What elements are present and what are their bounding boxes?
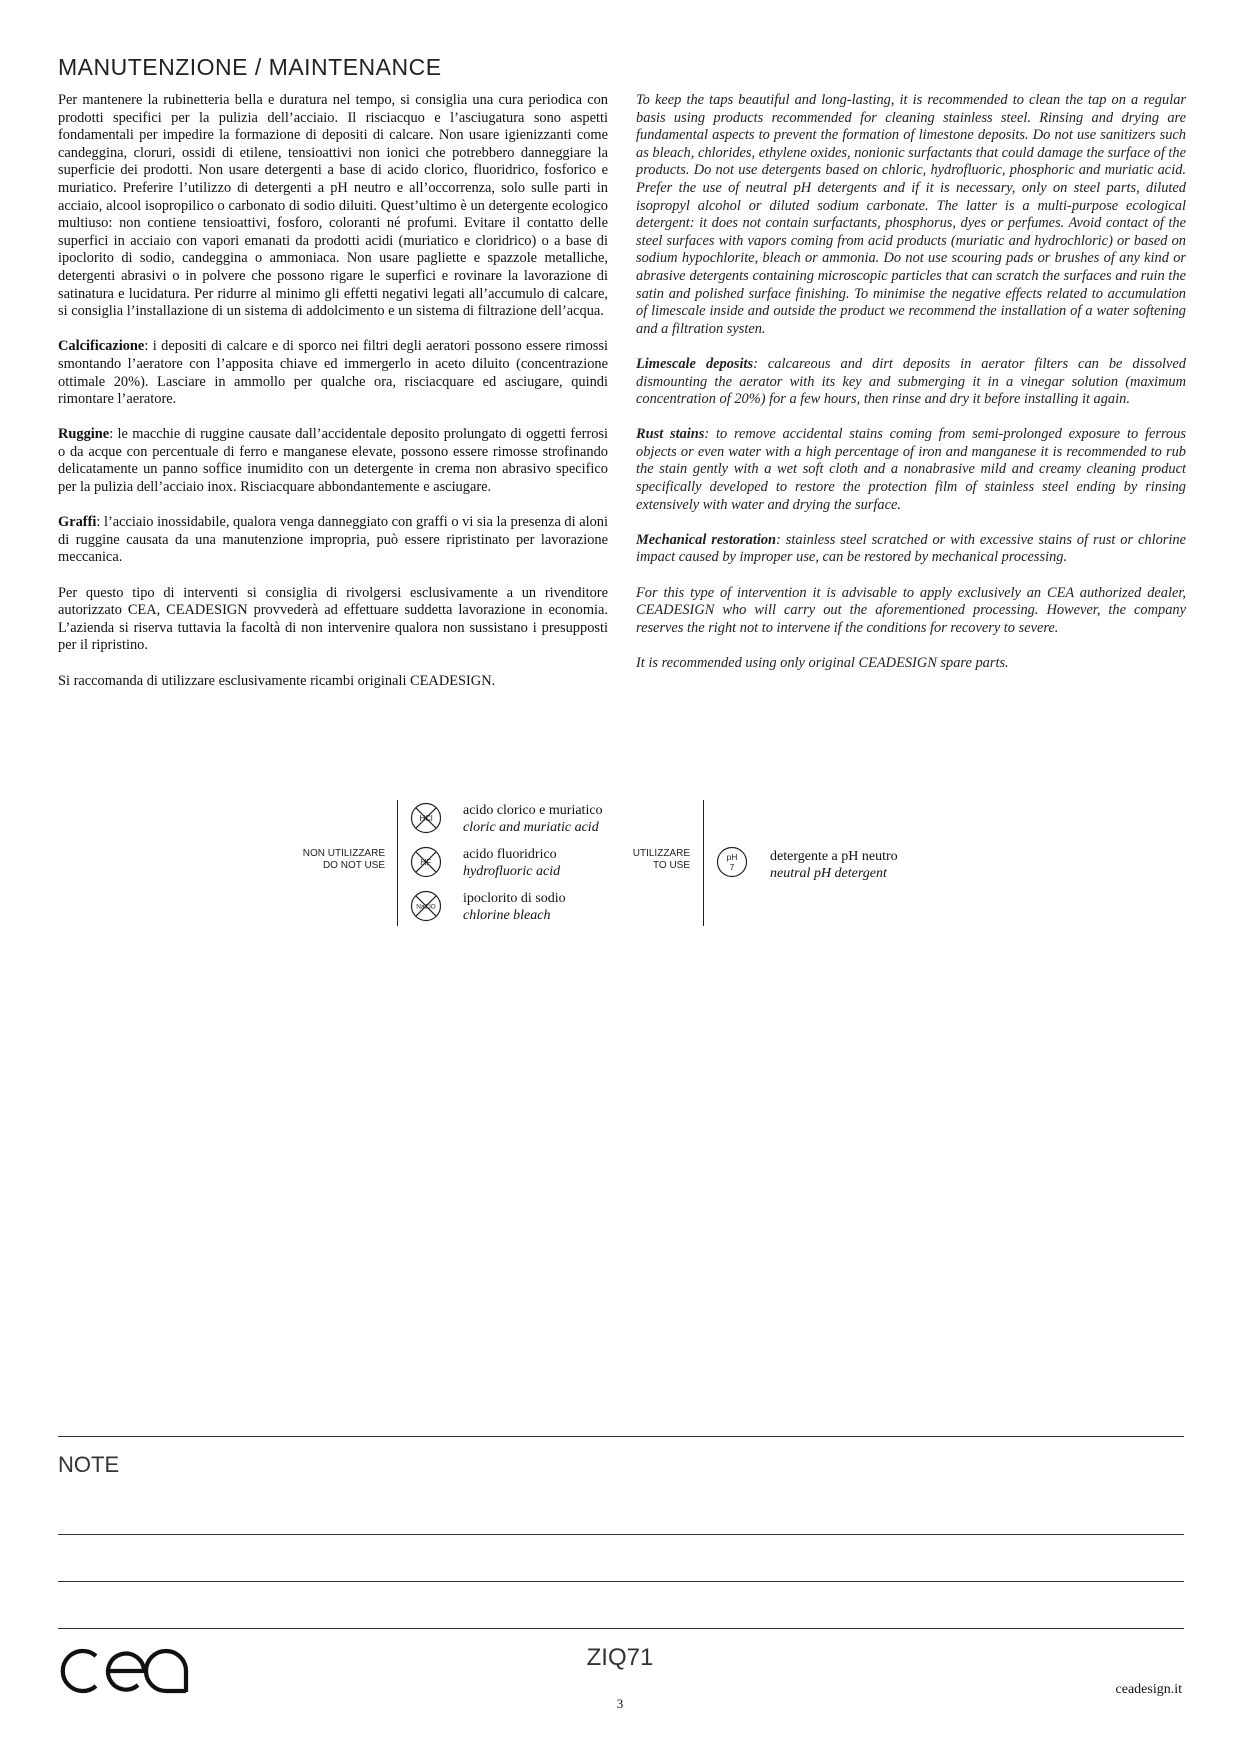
italian-column (58, 92, 608, 708)
page-title: MANUTENZIONE / MAINTENANCE (58, 54, 442, 80)
rust-label-en: Rust stains (636, 426, 705, 443)
spare-parts-paragraph-it: Si raccomanda di utilizzare esclusivamente ricambi originali CEADESIGN. (58, 672, 496, 689)
hcl-description: acido clorico e muriatico cloric and muriatic acid (463, 803, 603, 835)
spare-parts-paragraph-en: It is recommended using only original CEADESIGN spare parts. (636, 655, 1009, 671)
divider-line (58, 1436, 1184, 1437)
product-code: ZIQ71 (586, 1644, 654, 1671)
rust-paragraph-it: Ruggine: le macchie di ruggine causate dall’accidentale deposito prolungato di oggetti ferrosi o da acque con percentuale di ferro e manganese elevate, possono essere rimosse strofinando delicatamente un panno soffice inumidito con un detergente in crema non abrasivo specifico per la pulizia dell’acciaio inox. Risciacquare abbondantemente e asciugare. (58, 426, 608, 496)
neutral-ph-description: detergente a pH neutro neutral pH detergent (770, 849, 898, 881)
dealer-paragraph-it: Per questo tipo di interventi si consiglia di rivolgersi esclusivamente a un rivenditore autorizzato CEA, CEADESIGN provvederà ad effettuare suddetta lavorazione in economia. L’azienda si riserva tuttavia la facoltà di non intervenire qualora non sussistano i presupposti per il ripristino. (58, 584, 608, 654)
hf-description: acido fluoridrico hydrofluoric acid (463, 847, 561, 879)
scratch-label-en: Mechanical restoration (636, 531, 777, 548)
to-use-label: UTILIZZARE TO USE (632, 848, 690, 871)
svg-text:HF: HF (420, 858, 432, 867)
limescale-label-en: Limescale deposits (636, 355, 754, 372)
divider-line (58, 1628, 1184, 1629)
website-url: ceadesign.it (1115, 1682, 1182, 1697)
svg-text:NaClO: NaClO (416, 903, 436, 911)
limescale-paragraph-it: Calcificazione: i depositi di calcare e di sporco nei filtri degli aeratori possono essere rimossi smontando l’aeratore con l’apposita chiave ed immergerlo in aceto diluito (concentrazione ottimale 20%). Lasciare in ammollo per qualche ora, risciacquare ed asciugare, quindi rimontare l’aeratore. (58, 338, 608, 408)
note-line (58, 1534, 1184, 1535)
svg-text:7: 7 (729, 862, 735, 872)
dealer-paragraph-en: For this type of intervention it is advisable to apply exclusively an CEA authorized dealer, CEADESIGN who will carry out the aforementioned processing. However, the company reserves the right not to intervene if the conditions for recovery to severe. (636, 584, 1186, 636)
limescale-paragraph-en: Limescale deposits: calcareous and dirt deposits in aerator filters can be dissolved dismounting the aerator with its key and submerging it in a vinegar solution (maximum concentration of 20%) for a few hours, then rinse and dry it before installing it again. (636, 355, 1186, 408)
naclo-description: ipoclorito di sodio chlorine bleach (463, 891, 566, 923)
cea-logo (58, 1646, 190, 1696)
divider-line (397, 800, 398, 926)
naclo-forbidden-icon (410, 890, 442, 922)
page-number: 3 (616, 1696, 624, 1711)
intro-paragraph-en: To keep the taps beautiful and long-lasting, it is recommended to clean the tap on a regular basis using products recommended for cleaning stainless steel. Rinsing and drying are fundamental aspects to prevent the formation of limestone deposits. Do not use sanitizers such as bleach, chlorides, ethylene oxides, nonionic surfactants that could damage the surface of the products. Do not use detergents based on chloric, hydrofluoric, phosphoric and muriatic acid. Prefer the use of neutral pH detergents and if it is necessary, only on steel parts, diluted isopropyl alcohol or diluted sodium carbonate. The latter is a multi-purpose ecological detergent: it does not contain surfactants, phosphorus, dyes or perfumes. Avoid contact of the steel surfaces with vapors coming from acid products (muriatic and hydrochloric) or based on sodium hypochlorite, bleach or ammonia. Do not use scouring pads or brushes of any kind or abrasive detergents containing microscopic particles that can scratch the surfaces and ruin the satin and polished surface finishing. To minimise the negative effects related to accumulation of limescale inside and outside the product we recommend the installation of a water softening and a filtration systen. (636, 92, 1186, 337)
usage-legend (0, 800, 1240, 930)
rust-paragraph-en: Rust stains: to remove accidental stains coming from semi-prolonged exposure to ferrous objects or even water with a high percentage of iron and manganese it is recommended to rub the stain gently with a wet soft cloth and a nonabrasive mild and creamy cleaning product specifically developed to restore the protection film of stainless steel ending by rinsing extensively with water and drying the surface. (636, 426, 1186, 513)
svg-text:HCl: HCl (419, 814, 433, 823)
hf-forbidden-icon (410, 846, 442, 878)
intro-paragraph-it: Per mantenere la rubinetteria bella e duratura nel tempo, si consiglia una cura periodica con prodotti specifici per la pulizia dell’acciaio. Il risciacquo e l’asciugatura sono aspetti fondamentali per impedire la formazione di depositi di calcare. Non usare igienizzanti come candeggina, cloruri, ossidi di etilene, tensioattivi non ionici che potrebbero danneggiare la superficie dei prodotti. Non usare detergenti a base di acido clorico, fluoridrico, fosforico e muriatico. Preferire l’utilizzo di detergenti a pH neutro e all’occorrenza, solo sulle parti in acciaio, alcool isopropilico o carbonato di sodio diluiti. Quest’ultimo è un detergente ecologico multiuso: non contiene tensioattivi, fosforo, coloranti né profumi. Evitare il contatto delle superfici in acciaio con vapori emanati da prodotti acidi (muriatico e cloridrico) o a base di ipoclorito di sodio, candeggina o ammoniaca. Non usare pagliette e spazzole metalliche, detergenti abrasivi o in polvere che possono rigare le superfici e rovinare la lavorazione di satinatura e lucidatura. Per ridurre al minimo gli effetti negativi legati all’accumulo di calcare, si consiglia l’installazione di un sistema di addolcimento e un sistema di filtrazione dell’acqua. (58, 92, 608, 320)
svg-text:pH: pH (726, 852, 738, 862)
note-line (58, 1581, 1184, 1582)
scratch-paragraph-it: Graffi: l’acciaio inossidabile, qualora venga danneggiato con graffi o vi sia la presenza di aloni di ruggine causata da una manutenzione impropria, può essere ripristinato per lavorazione meccanica. (58, 514, 608, 566)
scratch-label-it: Graffi (58, 514, 97, 531)
hcl-forbidden-icon (410, 802, 442, 834)
do-not-use-label: NON UTILIZZARE DO NOT USE (302, 848, 385, 871)
english-column (636, 92, 1186, 690)
rust-label-it: Ruggine (58, 426, 110, 443)
scratch-paragraph-en: Mechanical restoration: stainless steel scratched or with excessive stains of rust or chlorine impact caused by improper use, can be restored by mechanical processing. (636, 531, 1186, 566)
note-heading: NOTE (58, 1452, 120, 1477)
divider-line (703, 800, 704, 926)
neutral-ph-icon (716, 846, 748, 878)
limescale-label-it: Calcificazione (58, 338, 145, 355)
